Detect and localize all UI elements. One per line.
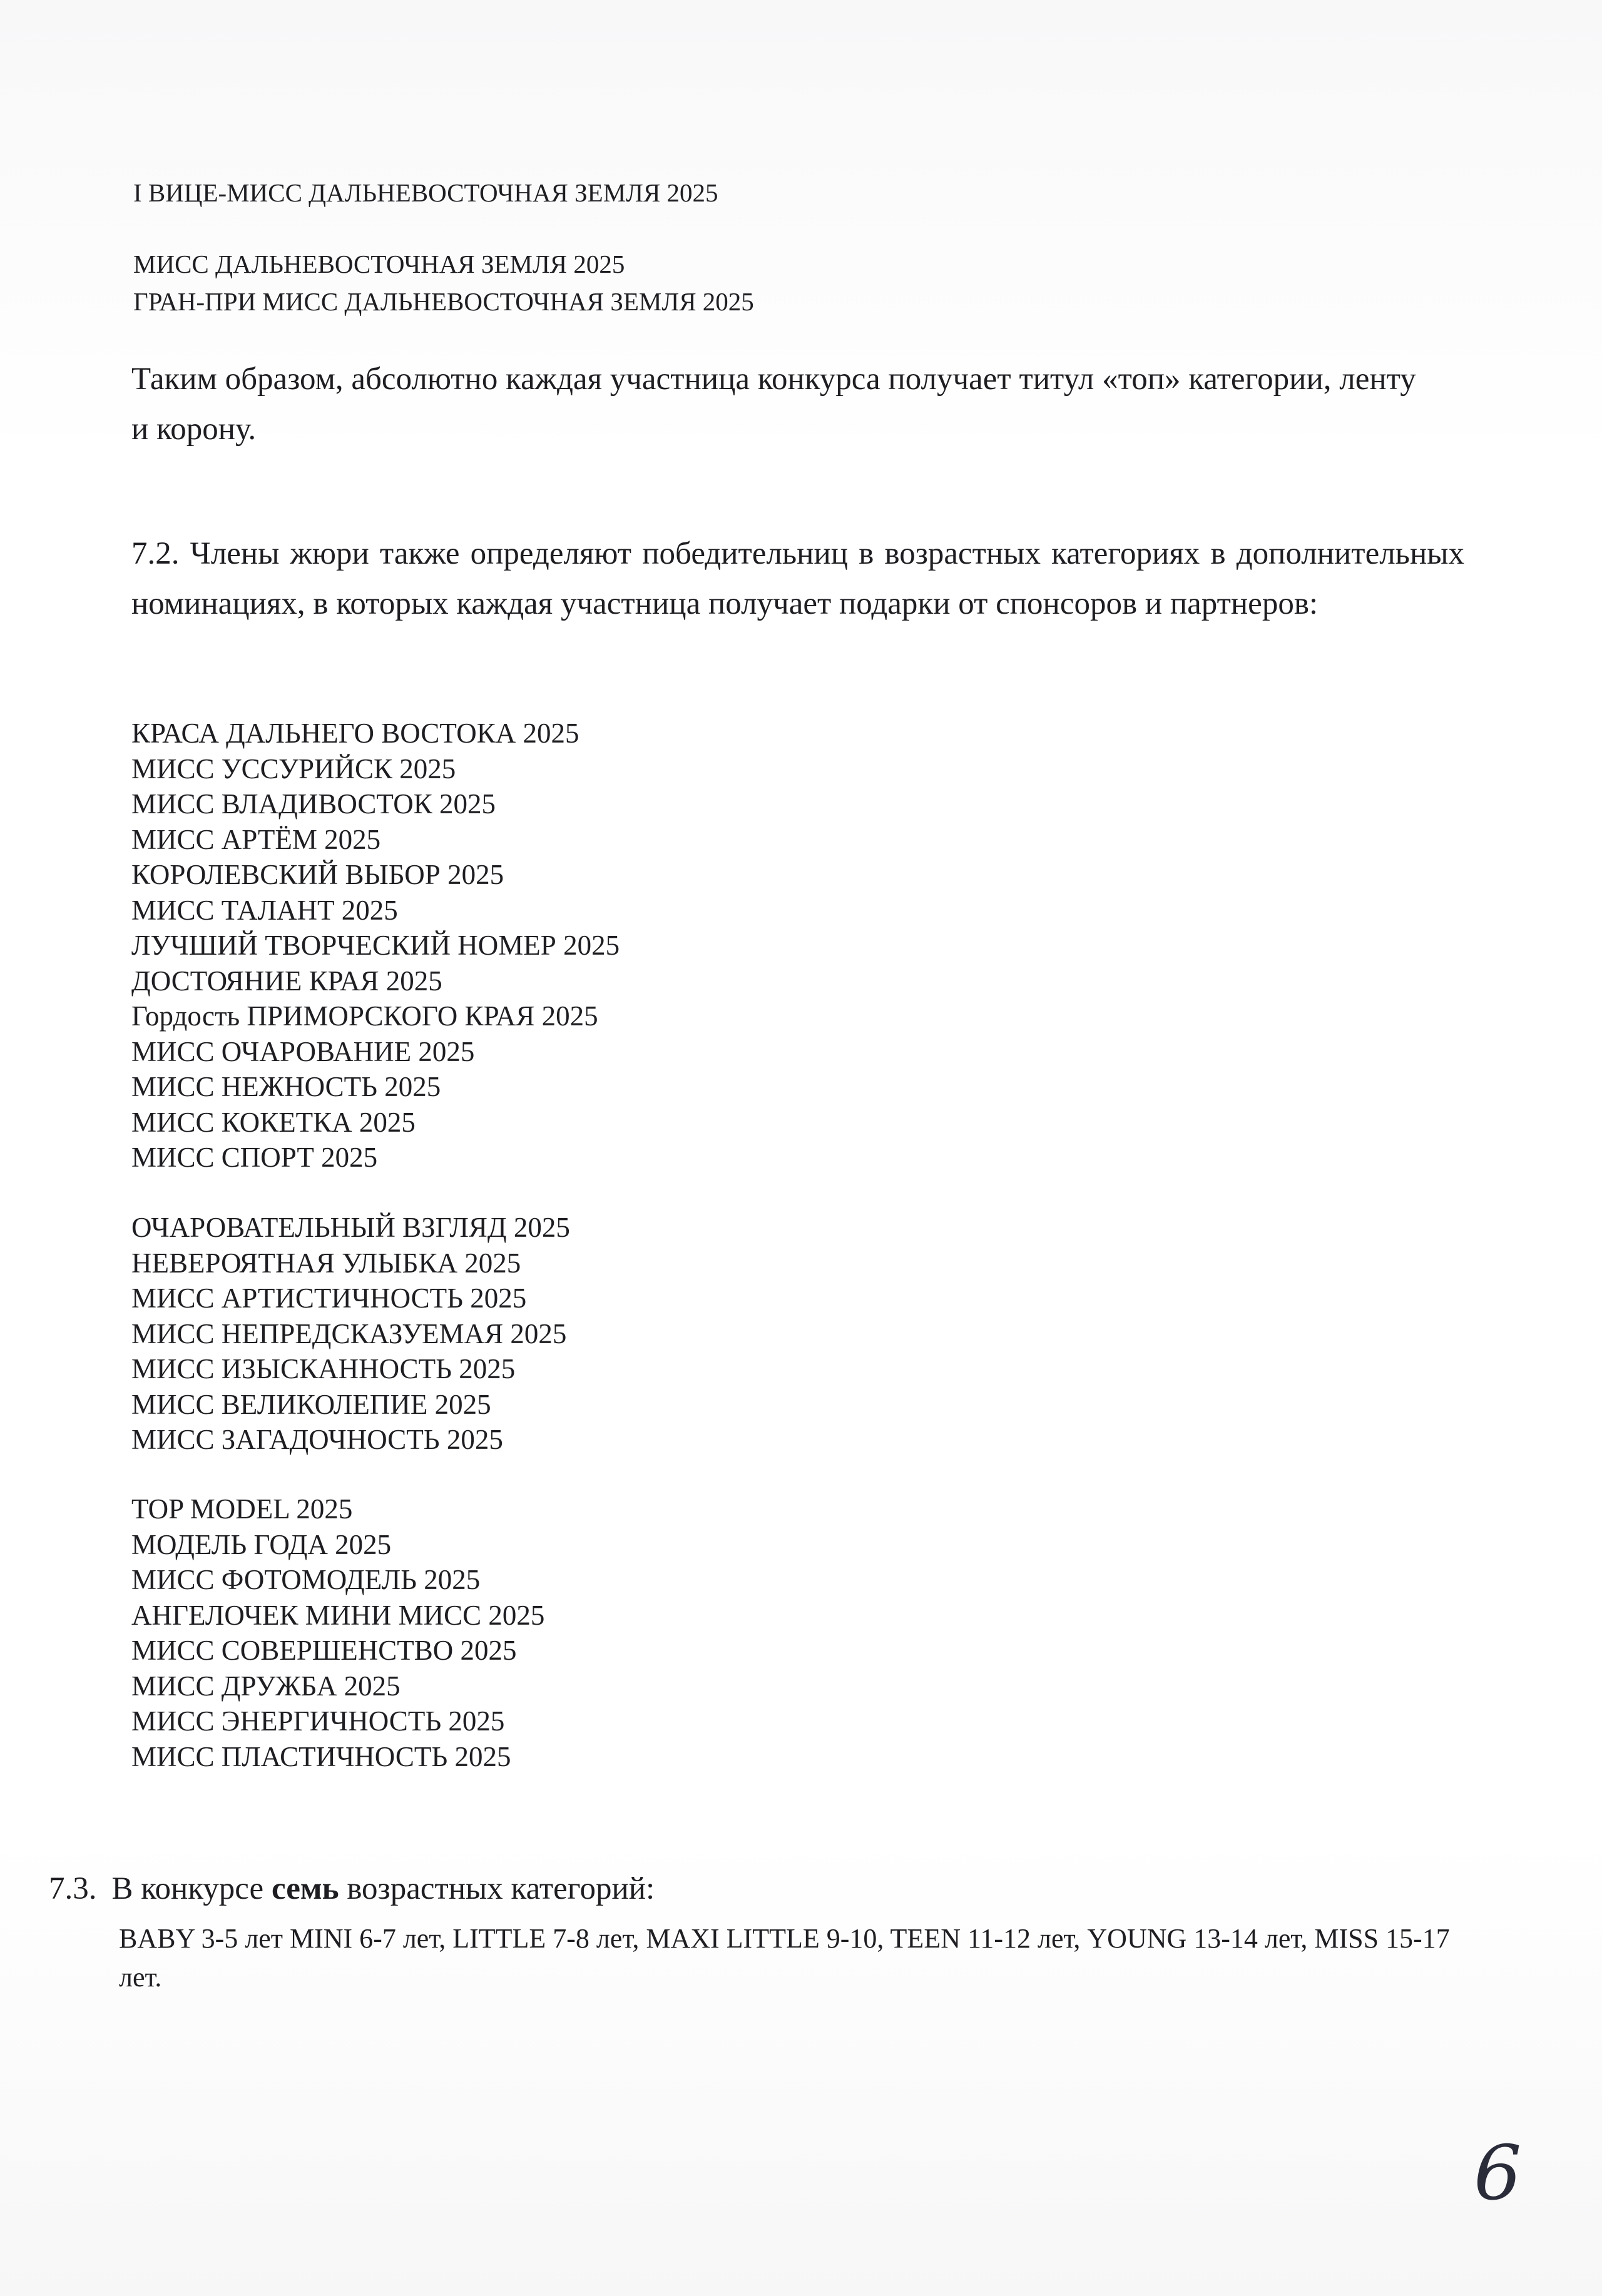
section-7-3-text-after: возрастных категорий: xyxy=(347,1871,655,1906)
nominations-list-group-1 xyxy=(131,716,620,1176)
nomination-item: Гордость ПРИМОРСКОГО КРАЯ 2025 xyxy=(131,1000,598,1032)
section-7-3-text-before: В конкурсе xyxy=(111,1871,264,1906)
nominations-list-group-3 xyxy=(131,1491,544,1774)
section-7-3-bold-word: семь xyxy=(271,1871,339,1906)
nomination-item: МИСС АРТЁМ 2025 xyxy=(131,823,381,855)
section-7-3-heading xyxy=(49,1871,655,1907)
nomination-item: НЕВЕРОЯТНАЯ УЛЫБКА 2025 xyxy=(131,1247,521,1279)
nomination-item: ОЧАРОВАТЕЛЬНЫЙ ВЗГЛЯД 2025 xyxy=(131,1212,570,1243)
nomination-item: МИСС ВЕЛИКОЛЕПИЕ 2025 xyxy=(131,1388,491,1420)
section-7-3-number: 7.3. xyxy=(49,1871,97,1906)
nomination-item: КРАСА ДАЛЬНЕГО ВОСТОКА 2025 xyxy=(131,718,579,749)
nomination-item: МИСС НЕПРЕДСКАЗУЕМАЯ 2025 xyxy=(131,1318,567,1349)
nomination-item: МИСС НЕЖНОСТЬ 2025 xyxy=(131,1071,441,1102)
vice-miss-title: I ВИЦЕ-МИСС ДАЛЬНЕВОСТОЧНАЯ ЗЕМЛЯ 2025 xyxy=(133,178,718,207)
nomination-item: МИСС СОВЕРШЕНСТВО 2025 xyxy=(131,1635,517,1666)
nomination-item: МИСС ЗАГАДОЧНОСТЬ 2025 xyxy=(131,1424,503,1455)
nomination-item: МИСС ФОТОМОДЕЛЬ 2025 xyxy=(131,1564,481,1595)
nomination-item: МОДЕЛЬ ГОДА 2025 xyxy=(131,1528,392,1560)
nomination-item: МИСС ВЛАДИВОСТОК 2025 xyxy=(131,788,496,820)
nomination-item: МИСС ОЧАРОВАНИЕ 2025 xyxy=(131,1035,475,1067)
nomination-item: МИСС ЭНЕРГИЧНОСТЬ 2025 xyxy=(131,1705,505,1737)
nomination-item: МИСС ПЛАСТИЧНОСТЬ 2025 xyxy=(131,1740,511,1772)
summary-paragraph: Таким образом, абсолютно каждая участница конкурса получает титул «топ» категории, ленту и корону. xyxy=(131,362,1416,447)
nomination-item: МИСС ДРУЖБА 2025 xyxy=(131,1670,400,1702)
nomination-item: МИСС УССУРИЙСК 2025 xyxy=(131,753,456,785)
nomination-item: КОРОЛЕВСКИЙ ВЫБОР 2025 xyxy=(131,859,504,890)
age-categories-text: BABY 3-5 лет MINI 6-7 лет, LITTLE 7-8 лет, MAXI LITTLE 9-10, TEEN 11-12 лет, YOUNG 13-14 лет, MISS 15-17 лет. xyxy=(119,1923,1450,1993)
miss-title: МИСС ДАЛЬНЕВОСТОЧНАЯ ЗЕМЛЯ 2025 xyxy=(133,250,625,278)
nomination-item: МИСС АРТИСТИЧНОСТЬ 2025 xyxy=(131,1283,527,1314)
nomination-item: ДОСТОЯНИЕ КРАЯ 2025 xyxy=(131,965,442,997)
section-7-2-paragraph: 7.2. Члены жюри также определяют победительниц в возрастных категориях в дополнительных номинациях, в которых каждая участница получает подарки от спонсоров и партнеров: xyxy=(131,536,1464,621)
nomination-item: АНГЕЛОЧЕК МИНИ МИСС 2025 xyxy=(131,1599,545,1631)
nomination-item: МИСС ТАЛАНТ 2025 xyxy=(131,894,398,926)
grand-prix-title: ГРАН-ПРИ МИСС ДАЛЬНЕВОСТОЧНАЯ ЗЕМЛЯ 2025 xyxy=(133,287,754,316)
nominations-list-group-2 xyxy=(131,1210,570,1458)
nomination-item: TOP MODEL 2025 xyxy=(131,1493,353,1525)
nomination-item: МИСС ИЗЫСКАННОСТЬ 2025 xyxy=(131,1353,516,1384)
page-number: 6 xyxy=(1474,2130,1522,2217)
nomination-item: МИСС КОКЕТКА 2025 xyxy=(131,1106,416,1138)
nomination-item: ЛУЧШИЙ ТВОРЧЕСКИЙ НОМЕР 2025 xyxy=(131,930,620,961)
nomination-item: МИСС СПОРТ 2025 xyxy=(131,1142,378,1173)
